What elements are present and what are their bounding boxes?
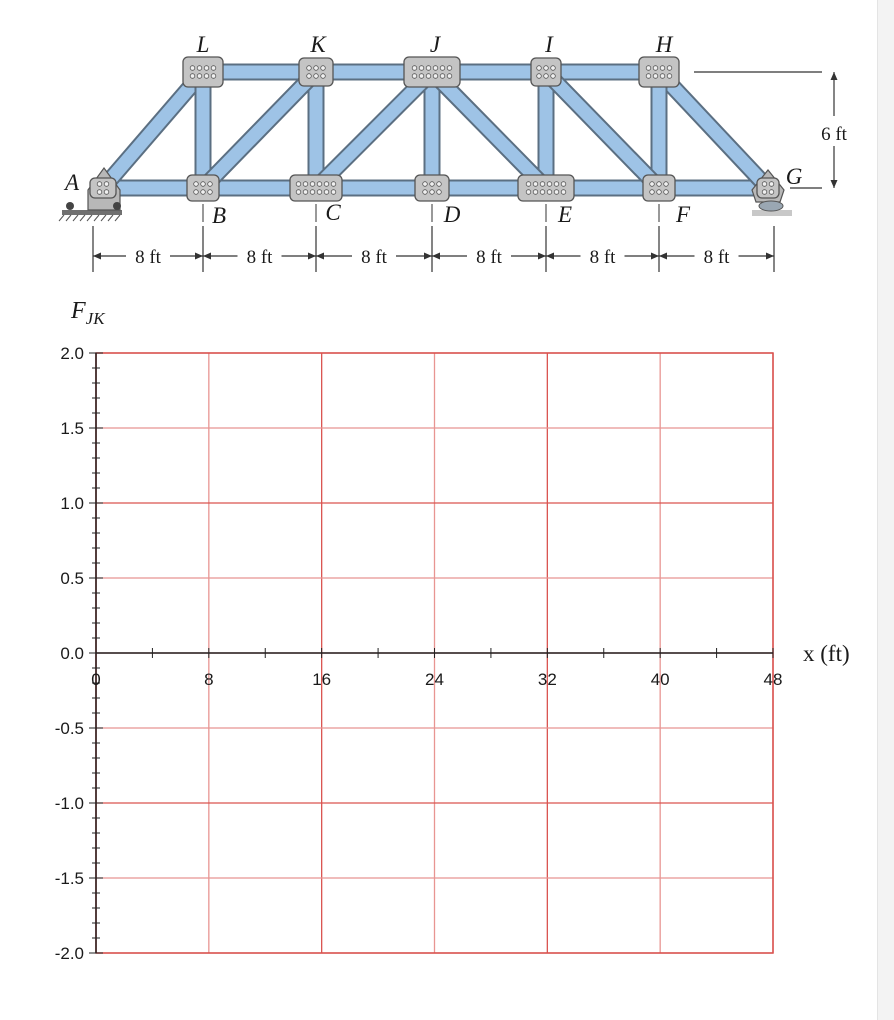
y-tick-label: -2.0 xyxy=(54,944,84,963)
x-tick-label: 8 xyxy=(204,670,214,689)
y-tick-label: -0.5 xyxy=(54,719,84,738)
span-dimension-label: 8 ft xyxy=(476,247,502,268)
gusset-plate-h xyxy=(639,57,679,87)
influence-line-graph[interactable] xyxy=(55,298,850,963)
gusset-plate-j xyxy=(404,57,460,87)
gusset-plate-g xyxy=(757,178,779,198)
span-dimension-label: 8 ft xyxy=(135,247,161,268)
joint-label-i: I xyxy=(545,32,553,57)
truss-member-IF xyxy=(546,72,659,188)
graph-axes xyxy=(55,344,783,963)
truss-member-AL xyxy=(103,72,203,188)
gusset-plate-a xyxy=(90,178,116,198)
joint-label-f: F xyxy=(675,202,691,227)
span-dimension-label: 8 ft xyxy=(246,247,273,268)
joint-label-k: K xyxy=(310,32,326,57)
truss-member-JE xyxy=(432,72,546,188)
x-tick-label: 32 xyxy=(537,670,557,689)
truss-member-HG xyxy=(659,72,768,188)
truss-member-CJ xyxy=(316,72,432,188)
y-tick-label: -1.0 xyxy=(54,794,84,813)
scrollbar[interactable] xyxy=(877,0,894,1020)
y-axis-title-main: F xyxy=(71,298,86,324)
joint-label-j: J xyxy=(429,32,441,57)
x-tick-label: 24 xyxy=(425,670,444,689)
joint-label-e: E xyxy=(557,202,573,227)
y-axis-title-sub: JK xyxy=(85,309,105,328)
span-dimension-label: 8 ft xyxy=(703,247,730,268)
gusset-plate-c xyxy=(290,175,342,201)
joint-label-a: A xyxy=(64,170,80,195)
y-axis-title xyxy=(70,298,106,328)
gusset-plate-f xyxy=(643,175,675,201)
y-tick-label: 0.5 xyxy=(60,569,84,588)
joint-label-c: C xyxy=(325,200,341,225)
joint-label-b: B xyxy=(211,203,227,228)
span-dimension-label: 8 ft xyxy=(361,247,387,268)
y-tick-label: -1.5 xyxy=(54,869,84,888)
joint-label-d: D xyxy=(443,202,461,227)
gusset-plate-b xyxy=(187,175,219,201)
span-dimension-label: 8 ft xyxy=(589,247,616,268)
truss-member-BK xyxy=(203,72,316,188)
x-tick-label: 16 xyxy=(312,670,332,689)
y-tick-label: 1.0 xyxy=(60,494,84,513)
gusset-plate-i xyxy=(531,58,561,86)
joint-label-h: H xyxy=(655,32,673,57)
gusset-plate-d xyxy=(415,175,449,201)
gusset-plate-l xyxy=(183,57,223,87)
y-tick-label: 2.0 xyxy=(60,344,84,363)
y-tick-label: 0.0 xyxy=(60,644,84,663)
gusset-plate-k xyxy=(299,58,333,86)
joint-label-l: L xyxy=(196,32,210,57)
x-tick-label: 0 xyxy=(91,670,101,689)
x-tick-label: 48 xyxy=(763,670,783,689)
x-axis-title: x (ft) xyxy=(803,641,850,666)
joint-label-g: G xyxy=(785,164,803,189)
gusset-plate-e xyxy=(518,175,574,201)
x-tick-label: 40 xyxy=(650,670,670,689)
truss-figure xyxy=(59,32,803,228)
height-dimension-label: 6 ft xyxy=(821,124,847,145)
y-tick-label: 1.5 xyxy=(60,419,84,438)
